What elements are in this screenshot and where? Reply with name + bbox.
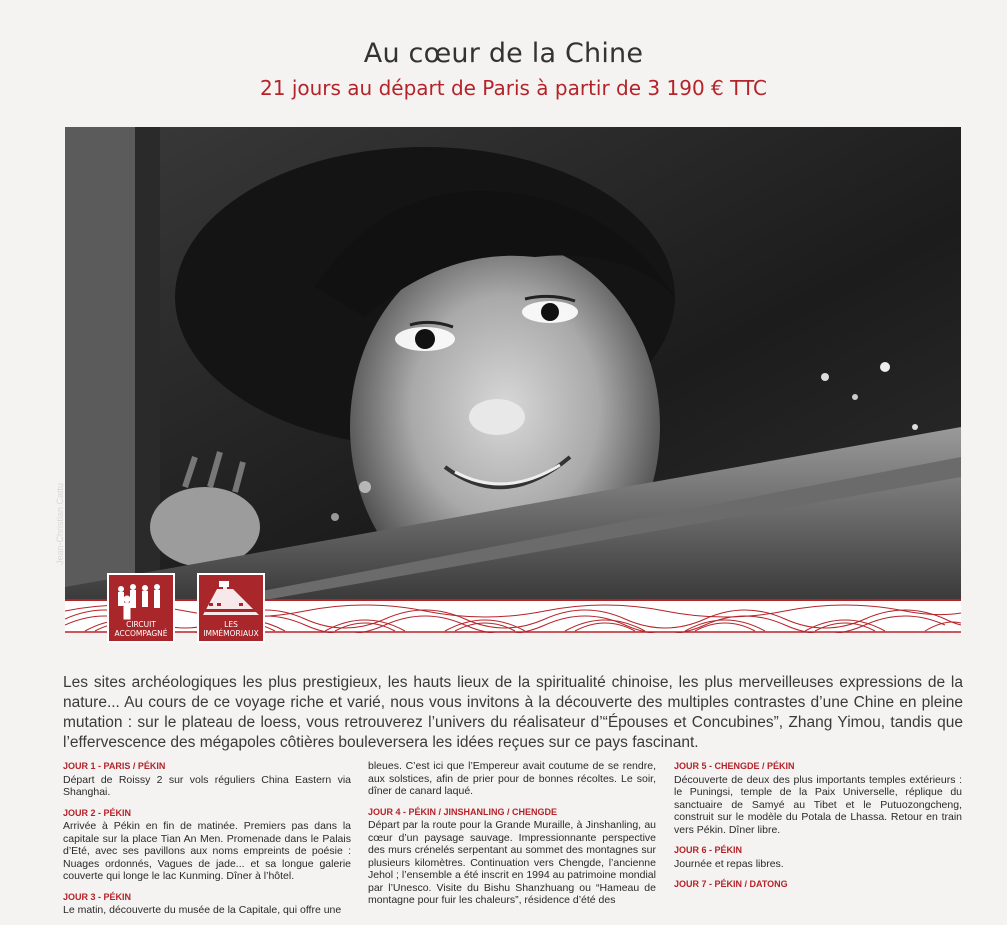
child-portrait-image [65,127,961,600]
badge-label-line1: CIRCUIT [126,620,156,629]
day-text: Découverte de deux des plus importants temples extérieurs : le Puningsi, temple de la Paix Universelle, réplique du sanctuaire de Samyé au Tibet et le Putuozongcheng, construit sur le modèle du Potala de Lhassa. Retour en train vers Pékin. Dîner libre. [674,773,962,836]
day-title: JOUR 1 - PARIS / PÉKIN [63,761,166,771]
day-text: Journée et repas libres. [674,857,784,870]
badge-label-line1: LES IMMÉMORIAUX [203,620,259,638]
day-title: JOUR 2 - PÉKIN [63,807,132,818]
circuit-accompagne-badge [107,573,175,643]
day-title: JOUR 7 - PÉKIN / DATONG [674,879,788,889]
photo-credit: Jean-Christian Cattu [55,482,65,565]
itinerary-day [674,844,962,870]
itinerary-day [368,806,656,907]
day-text: Arrivée à Pékin en fin de matinée. Premiers pas dans la capitale sur la place Tian An Men. Promenade dans le Palais d’Eté, avec ses pavillons aux noms empreints de poésie : Nuages ordonnés, Vagues de jade... et sa longue galerie couverte qui longe le lac Kunming. Dîner à l’hôtel. [63,820,351,882]
day-text: bleues. C’est ici que l’Empereur avait coutume de se rendre, aux solstices, afin de prier pour de bonnes récoltes. Le soir, dîner de canard laqué. [368,760,656,797]
badge-label-line2: ACCOMPAGNÉ [114,629,168,638]
day-title: JOUR 3 - PÉKIN [63,891,132,902]
day-text: Le matin, découverte du musée de la Capitale, qui offre une [63,904,342,916]
hero-photo [65,127,961,600]
itinerary-day-continued [368,760,656,798]
day-title: JOUR 6 - PÉKIN [674,845,743,855]
day-text: Départ par la route pour la Grande Muraille, à Jinshanling, au cœur d’un paysage sauvage. Impressionnante perspective des murs crénelés serpentant au sommet des montagnes sur plusieurs kilomètres. Continuation vers Chengde, l’ancienne Jehol ; l’ensemble a été inscrit en 1994 au patrimoine mondial par l’Unesco. Visite du Bishu Shanzhuang ou “Hameau de montagne pour fuir les chaleurs”, résidence d’été des [368,819,656,906]
people-icon [109,575,173,620]
les-immemoriaux-badge [197,573,265,643]
intro-paragraph: Les sites archéologiques les plus prestigieux, les hauts lieux de la spiritualité chinoise, les plus merveilleuses expressions de la nature... Au cours de ce voyage riche et varié, nous vous invitons à la découverte des multiples contrastes d’une Chine en pleine mutation : sur le plateau de loess, vous retrouverez l’univers du réalisateur d’“Épouses et Concubines”, Zhang Yimou, tandis que l’effervescence des mégapoles côtières bouleversera les idées reçues sur ce pays fascinant. [63,673,963,751]
day-text: Départ de Roissy 2 sur vols réguliers China Eastern via Shanghai. [63,773,351,798]
great-wall-icon [199,575,263,620]
itinerary-column-2 [368,760,656,915]
itinerary-column-3 [674,760,962,899]
itinerary-day [674,878,962,891]
day-title: JOUR 4 - PÉKIN / JINSHANLING / CHENGDE [368,806,558,817]
page-title: Au cœur de la Chine [363,38,644,69]
itinerary-day [63,760,351,799]
day-title: JOUR 5 - CHENGDE / PÉKIN [674,761,795,771]
page-subtitle: 21 jours au départ de Paris à partir de 3 190 € TTC [260,76,767,100]
itinerary-day [674,760,962,836]
itinerary-day [63,891,351,917]
itinerary-day [63,807,351,883]
